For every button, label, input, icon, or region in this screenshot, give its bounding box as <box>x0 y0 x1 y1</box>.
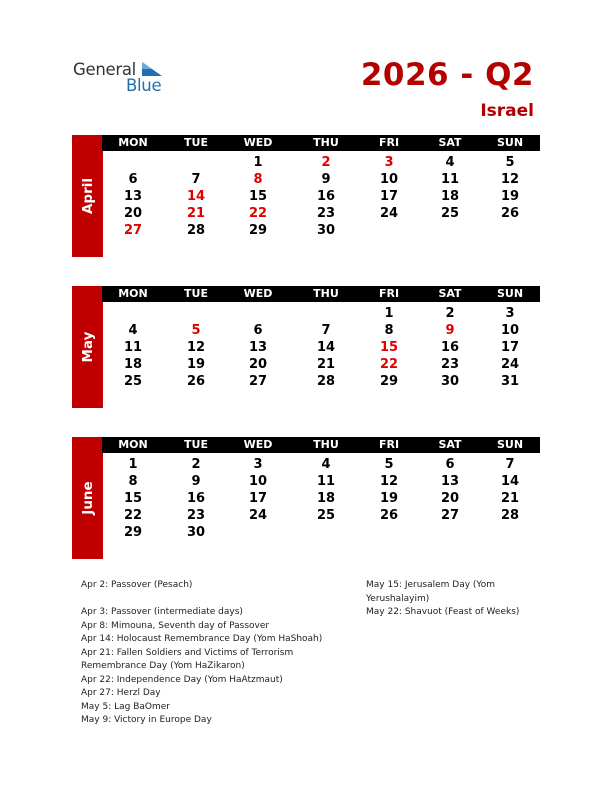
day-cell: 9 <box>191 474 201 489</box>
day-cell: 28 <box>186 223 206 238</box>
country-name: Israel <box>480 101 534 121</box>
weekday-wed: WED <box>243 438 273 451</box>
day-cell: 17 <box>379 189 399 204</box>
day-cell: 22 <box>379 357 399 372</box>
day-cell: 30 <box>440 374 460 389</box>
day-cell: 25 <box>123 374 143 389</box>
logo-word-blue: Blue <box>126 76 162 95</box>
day-cell: 28 <box>316 374 336 389</box>
day-cell: 5 <box>191 323 201 338</box>
day-cell: 16 <box>186 491 206 506</box>
day-cell: 17 <box>248 491 268 506</box>
holiday-note: Apr 21: Fallen Soldiers and Victims of Terrorism <box>81 647 294 658</box>
day-cell: 23 <box>440 357 460 372</box>
day-cell: 17 <box>500 340 520 355</box>
day-cell: 29 <box>123 525 143 540</box>
day-cell: 8 <box>384 323 394 338</box>
logo-word-general: General <box>73 60 136 79</box>
day-cell: 13 <box>440 474 460 489</box>
day-cell: 19 <box>379 491 399 506</box>
day-cell: 12 <box>500 172 520 187</box>
holiday-note: Apr 22: Independence Day (Yom HaAtzmaut) <box>81 674 283 685</box>
day-cell: 27 <box>248 374 268 389</box>
month-name: June <box>79 481 96 515</box>
weekday-tue: TUE <box>184 438 208 451</box>
day-cell: 22 <box>123 508 143 523</box>
day-cell: 26 <box>500 206 520 221</box>
day-cell: 11 <box>316 474 336 489</box>
weekday-tue: TUE <box>184 287 208 300</box>
day-cell: 15 <box>123 491 143 506</box>
day-cell: 12 <box>379 474 399 489</box>
month-name: May <box>79 331 96 363</box>
day-cell: 15 <box>379 340 399 355</box>
day-cell: 27 <box>440 508 460 523</box>
month-label <box>72 286 103 408</box>
day-cell: 14 <box>186 189 206 204</box>
day-cell: 20 <box>248 357 268 372</box>
month-may <box>72 286 540 408</box>
day-cell: 1 <box>253 155 263 170</box>
weekday-sun: SUN <box>496 438 524 451</box>
weekday-wed: WED <box>243 287 273 300</box>
day-cell: 2 <box>191 457 201 472</box>
holiday-note: Apr 8: Mimouna, Seventh day of Passover <box>81 620 270 631</box>
day-cell: 23 <box>186 508 206 523</box>
note-spacer <box>81 593 322 607</box>
day-cell: 13 <box>248 340 268 355</box>
day-cell: 30 <box>316 223 336 238</box>
day-cell: 19 <box>186 357 206 372</box>
month-june <box>72 437 540 559</box>
day-cell: 21 <box>186 206 206 221</box>
weekday-fri: FRI <box>378 438 400 451</box>
holiday-note: May 5: Lag BaOmer <box>81 701 170 712</box>
day-cell: 8 <box>128 474 138 489</box>
holiday-note: Apr 3: Passover (intermediate days) <box>81 607 243 617</box>
day-cell: 5 <box>384 457 394 472</box>
page-title: 2026 - Q2 <box>360 57 534 93</box>
month-label <box>72 135 103 257</box>
weekday-header <box>102 286 540 302</box>
day-cell: 16 <box>440 340 460 355</box>
day-cell: 4 <box>321 457 331 472</box>
day-cell: 20 <box>440 491 460 506</box>
day-cell: 21 <box>500 491 520 506</box>
day-cell: 31 <box>500 374 520 389</box>
day-cell: 7 <box>505 457 515 472</box>
weekday-thu: THU <box>313 438 339 451</box>
weekday-wed: WED <box>243 136 273 149</box>
weekday-thu: THU <box>313 136 339 149</box>
day-cell: 28 <box>500 508 520 523</box>
logo-triangle-icon <box>140 61 164 77</box>
weekday-header <box>102 135 540 151</box>
day-cell: 6 <box>128 172 138 187</box>
day-cell: 11 <box>123 340 143 355</box>
day-cell: 2 <box>445 306 455 321</box>
holiday-note: May 15: Jerusalem Day (Yom <box>366 580 495 590</box>
weekday-mon: MON <box>118 136 148 149</box>
weekday-fri: FRI <box>378 136 400 149</box>
day-cell: 18 <box>440 189 460 204</box>
day-cell: 18 <box>123 357 143 372</box>
day-cell: 5 <box>505 155 515 170</box>
weekday-sun: SUN <box>496 136 524 149</box>
weekday-fri: FRI <box>378 287 400 300</box>
day-cell: 20 <box>123 206 143 221</box>
holiday-note: Apr 2: Passover (Pesach) <box>81 580 193 590</box>
weekday-tue: TUE <box>184 136 208 149</box>
weekday-header <box>102 437 540 453</box>
logo <box>73 60 173 96</box>
day-cell: 14 <box>316 340 336 355</box>
weekday-mon: MON <box>118 287 148 300</box>
day-cell: 24 <box>248 508 268 523</box>
month-name: April <box>79 177 96 215</box>
day-cell: 3 <box>253 457 263 472</box>
weekday-sat: SAT <box>438 438 462 451</box>
holiday-notes-right <box>366 579 519 620</box>
day-cell: 8 <box>253 172 263 187</box>
holiday-note: Yerushalayim) <box>366 593 430 604</box>
day-cell: 3 <box>505 306 515 321</box>
day-cell: 14 <box>500 474 520 489</box>
day-cell: 29 <box>248 223 268 238</box>
day-cell: 15 <box>248 189 268 204</box>
day-cell: 13 <box>123 189 143 204</box>
day-cell: 25 <box>440 206 460 221</box>
holiday-notes-left <box>81 579 322 728</box>
day-cell: 9 <box>445 323 455 338</box>
day-cell: 24 <box>500 357 520 372</box>
day-cell: 4 <box>128 323 138 338</box>
month-april <box>72 135 540 257</box>
day-cell: 10 <box>248 474 268 489</box>
day-cell: 4 <box>445 155 455 170</box>
day-cell: 30 <box>186 525 206 540</box>
day-cell: 7 <box>191 172 201 187</box>
day-cell: 10 <box>500 323 520 338</box>
holiday-note: May 9: Victory in Europe Day <box>81 715 212 725</box>
weekday-mon: MON <box>118 438 148 451</box>
day-cell: 6 <box>445 457 455 472</box>
weekday-sun: SUN <box>496 287 524 300</box>
day-cell: 9 <box>321 172 331 187</box>
day-cell: 16 <box>316 189 336 204</box>
weekday-sat: SAT <box>438 136 462 149</box>
holiday-note: Apr 27: Herzl Day <box>81 688 161 698</box>
day-cell: 6 <box>253 323 263 338</box>
day-cell: 23 <box>316 206 336 221</box>
day-cell: 27 <box>123 223 143 238</box>
weekday-thu: THU <box>313 287 339 300</box>
day-cell: 24 <box>379 206 399 221</box>
day-cell: 29 <box>379 374 399 389</box>
day-cell: 22 <box>248 206 268 221</box>
day-cell: 1 <box>128 457 138 472</box>
holiday-note: Apr 14: Holocaust Remembrance Day (Yom HaShoah) <box>81 634 323 644</box>
day-cell: 7 <box>321 323 331 338</box>
day-cell: 26 <box>186 374 206 389</box>
day-cell: 18 <box>316 491 336 506</box>
holiday-note: May 22: Shavuot (Feast of Weeks) <box>366 607 520 617</box>
day-cell: 10 <box>379 172 399 187</box>
day-cell: 12 <box>186 340 206 355</box>
day-cell: 3 <box>384 155 394 170</box>
holiday-note: Remembrance Day (Yom HaZikaron) <box>81 661 245 671</box>
month-label <box>72 437 103 559</box>
day-cell: 21 <box>316 357 336 372</box>
weekday-sat: SAT <box>438 287 462 300</box>
day-cell: 19 <box>500 189 520 204</box>
day-cell: 2 <box>321 155 331 170</box>
day-cell: 1 <box>384 306 394 321</box>
day-cell: 25 <box>316 508 336 523</box>
day-cell: 11 <box>440 172 460 187</box>
day-cell: 26 <box>379 508 399 523</box>
